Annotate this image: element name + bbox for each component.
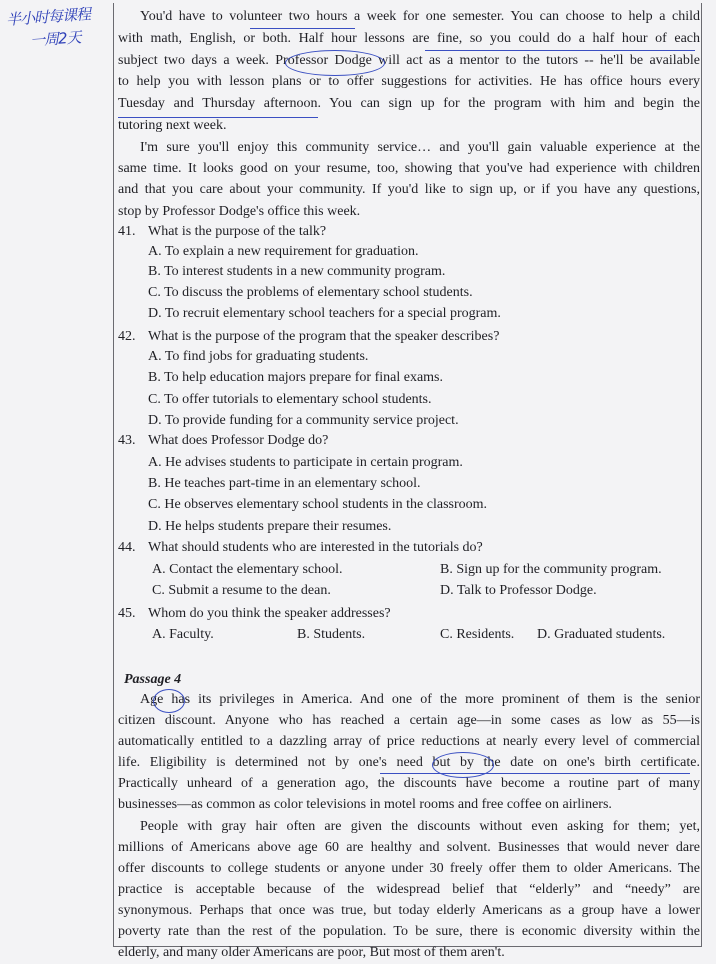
passage-line: offer discounts to college students or anyone under 30 freely offer them to older Americans. The — [118, 861, 700, 876]
answer-option: A. To find jobs for graduating students. — [148, 349, 369, 364]
ink-underline — [380, 773, 690, 774]
passage-line: synonymous. Perhaps that once was true, but today elderly Americans as a group have a lower — [118, 903, 700, 918]
passage-line: Tuesday and Thursday afternoon. You can sign up for the program with him and begin the — [118, 96, 700, 112]
ink-circle — [285, 50, 385, 76]
passage-line: automatically entitled to a dazzling array of price reductions at nearly every level of commercial — [118, 734, 700, 749]
question-text: What should students who are interested in the tutorials do? — [148, 540, 483, 555]
passage-line: citizen discount. Anyone who has reached a certain age—in some cases as low as 55—is — [118, 713, 700, 728]
passage-line: I'm sure you'll enjoy this community service… and you'll gain valuable experience at the — [140, 140, 700, 155]
passage-line: poverty rate than the rest of the population. To be sure, there is economic diversity within the — [118, 924, 700, 939]
ink-circle — [153, 689, 185, 713]
passage-line: same time. It looks good on your resume, too, showing that you've had experience with children — [118, 161, 700, 177]
answer-option: C. To offer tutorials to elementary school students. — [148, 392, 432, 407]
ink-circle — [432, 752, 494, 778]
answer-option: D. To recruit elementary school teachers for a special program. — [148, 306, 501, 321]
handwritten-note: 一周2天 — [29, 28, 82, 50]
answer-option: A. Contact the elementary school. — [152, 562, 343, 577]
answer-option: C. He observes elementary school students in the classroom. — [148, 497, 488, 512]
answer-option: D. To provide funding for a community service project. — [148, 413, 459, 428]
question-number: 41. — [118, 224, 136, 239]
ink-underline — [250, 28, 355, 29]
question-number: 45. — [118, 606, 136, 621]
answer-option: B. To interest students in a new community program. — [148, 264, 446, 279]
answer-option: C. Submit a resume to the dean. — [152, 583, 331, 598]
answer-option: C. Residents. — [440, 627, 515, 642]
question-text: What is the purpose of the talk? — [148, 224, 327, 239]
passage-line: You'd have to volunteer two hours a week for one semester. You can choose to help a child — [140, 9, 700, 24]
answer-option: B. He teaches part-time in an elementary school. — [148, 476, 421, 491]
passage-line: People with gray hair often are given the discounts without even asking for them; yet, — [140, 819, 700, 834]
answer-option: A. To explain a new requirement for graduation. — [148, 244, 419, 259]
ink-underline — [118, 117, 318, 118]
passage-line: life. Eligibility is determined not by one's need but by the date on one's birth certificate. — [118, 755, 700, 770]
ink-underline — [425, 50, 695, 51]
question-number: 44. — [118, 540, 136, 555]
answer-option: D. Graduated students. — [537, 627, 666, 642]
passage-line: tutoring next week. — [118, 118, 227, 133]
question-text: What is the purpose of the program that the speaker describes? — [148, 329, 500, 344]
answer-option: C. To discuss the problems of elementary school students. — [148, 285, 473, 300]
passage-line: practice is acceptable because of the widespread belief that “elderly” and “needy” are — [118, 882, 700, 897]
passage-line: and that you care about your community. If you'd like to sign up, or if you have any questions, — [118, 182, 700, 198]
answer-option: B. Sign up for the community program. — [440, 562, 662, 577]
passage-line: Practically unheard of a generation ago, the discounts have become a routine part of many — [118, 776, 700, 791]
passage-line: stop by Professor Dodge's office this week. — [118, 203, 361, 219]
passage-line: Age has its privileges in America. And one of the more prominent of them is the senior — [140, 692, 700, 707]
passage-line: to help you with lesson plans or to offer suggestions for activities. He has office hours every — [118, 74, 700, 90]
question-number: 43. — [118, 433, 136, 448]
answer-option: B. To help education majors prepare for final exams. — [148, 370, 443, 385]
answer-option: D. He helps students prepare their resumes. — [148, 519, 392, 534]
passage-title: Passage 4 — [124, 672, 182, 687]
answer-option: B. Students. — [297, 627, 366, 642]
answer-option: D. Talk to Professor Dodge. — [440, 583, 597, 598]
question-text: Whom do you think the speaker addresses? — [148, 606, 391, 621]
passage-line: subject two days a week. Professor Dodge will act as a mentor to the tutors -- he'll be available — [118, 52, 700, 68]
passage-line: millions of Americans above age 60 are healthy and solvent. Businesses that would never dare — [118, 840, 700, 855]
passage-line: with math, English, or both. Half hour lessons are fine, so you could do a half hour of each — [118, 30, 700, 46]
handwritten-note: 半小时每课程 — [5, 5, 91, 29]
question-text: What does Professor Dodge do? — [148, 433, 329, 448]
answer-option: A. He advises students to participate in certain program. — [148, 455, 463, 470]
answer-option: A. Faculty. — [152, 627, 214, 642]
passage-line: businesses—as common as color televisions in motel rooms and free coffee on airliners. — [118, 797, 612, 812]
question-number: 42. — [118, 329, 136, 344]
passage-line: elderly, and many older Americans are poor, But most of them aren't. — [118, 945, 505, 960]
